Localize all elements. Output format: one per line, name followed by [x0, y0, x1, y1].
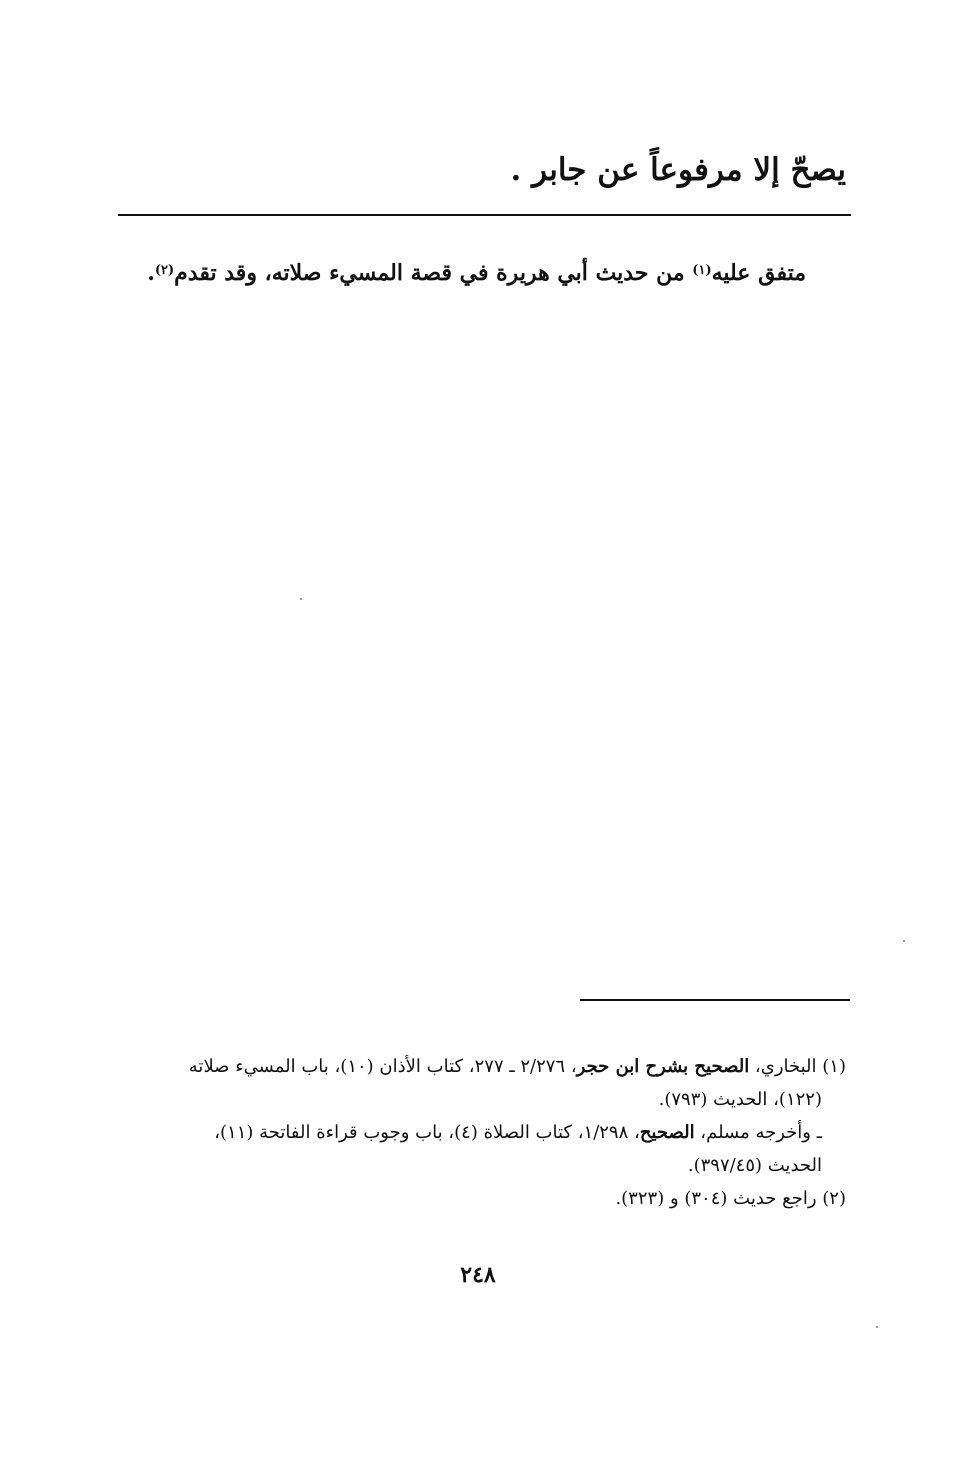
- scan-speck: [876, 1326, 878, 1328]
- footnote-1-number: (١): [822, 1056, 846, 1077]
- main-text-start: متفق عليه: [711, 260, 806, 286]
- footnote-1-line-3-bold: الصحيح: [639, 1122, 695, 1143]
- footnotes-block: [118, 1050, 846, 1215]
- footnote-1-text-a: البخاري،: [749, 1056, 823, 1077]
- footnote-2-number: (٢): [822, 1188, 846, 1209]
- footnote-1-line-4: الحديث (٣٩٧/٤٥).: [687, 1155, 822, 1176]
- footnote-1-line-3-a: ـ وأخرجه مسلم،: [694, 1122, 822, 1143]
- footnote-separator: [580, 999, 850, 1001]
- main-paragraph: [146, 254, 806, 292]
- footnote-1-line-3-b: ، ١/٢٩٨، كتاب الصلاة (٤)، باب وجوب قراءة الفاتحة (١١)،: [214, 1122, 640, 1143]
- page-number: ٢٤٨: [460, 1262, 496, 1288]
- scan-speck: [903, 940, 905, 942]
- footnote-1-line-3: [118, 1116, 846, 1149]
- header-rule: [118, 214, 851, 216]
- top-line-text: يصحّ إلا مرفوعاً عن جابر .: [510, 152, 846, 188]
- footnote-1: [118, 1050, 846, 1182]
- scan-speck: [300, 598, 302, 600]
- main-text-end: .: [147, 260, 155, 286]
- footnote-1-bold-title: الصحيح بشرح ابن حجر: [576, 1056, 750, 1077]
- footnote-2: [118, 1182, 846, 1215]
- footnote-1-line-2: (١٢٢)، الحديث (٧٩٣).: [658, 1089, 822, 1110]
- main-text-middle: من حديث أبي هريرة في قصة المسيء صلاته، وقد تقدم: [174, 260, 693, 286]
- footnote-1-text-b: ، ٢/٢٧٦ ـ ٢٧٧، كتاب الأذان (١٠)، باب المسيء صلاته: [188, 1056, 577, 1077]
- footnote-marker-1: (١): [692, 263, 712, 278]
- footnote-marker-2: (٢): [154, 263, 175, 278]
- footnote-2-text: راجع حديث (٣٠٤) و (٣٢٣).: [615, 1188, 823, 1209]
